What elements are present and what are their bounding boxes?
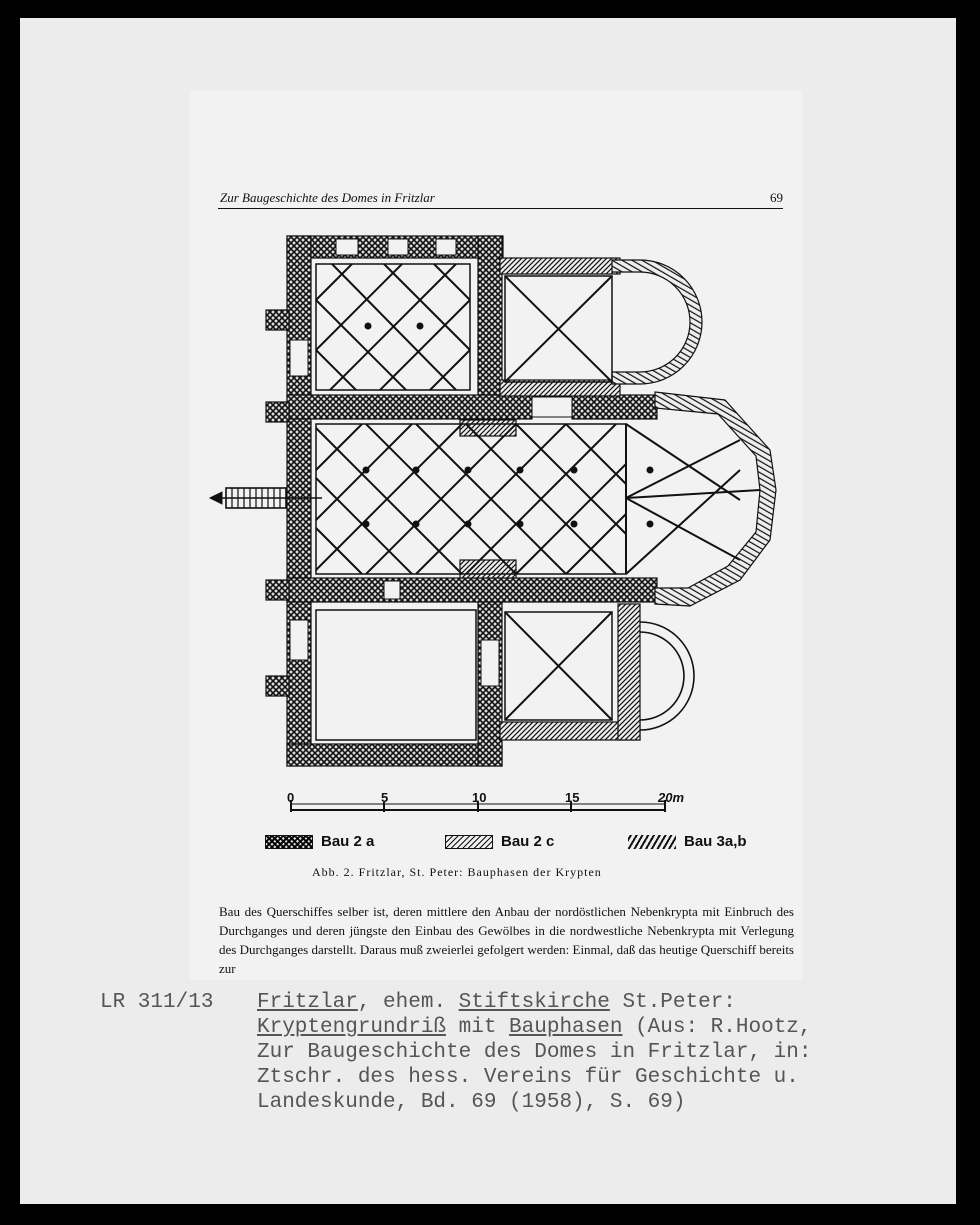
walls-bau-2a — [266, 236, 657, 766]
building-type: Stiftskirche — [458, 991, 610, 1014]
figure-caption: Abb. 2. Fritzlar, St. Peter: Bauphasen der Krypten — [312, 865, 602, 879]
legend-bau-3ab — [628, 833, 747, 850]
archive-id: LR 311/13 — [100, 991, 214, 1014]
scale-tick-20: 20m — [658, 790, 685, 805]
legend-label-2c: Bau 2 c — [501, 833, 555, 850]
archive-description — [257, 990, 812, 1115]
door-openings — [290, 239, 572, 686]
place-name: Fritzlar — [257, 991, 358, 1014]
text-fragment: , ehem. — [357, 991, 459, 1014]
scale-tick-5: 5 — [381, 790, 389, 805]
walls-bau-3ab — [612, 260, 776, 606]
scale-tick-15: 15 — [565, 790, 580, 805]
body-paragraph: Bau des Querschiffes selber ist, deren mittlere den Anbau der nordöstlichen Nebenkrypta mit Einbruch des Durchganges und deren jüngste den Einbau des Gewölbes in die nordwestliche Nebenkrypta mit Verlegung des Durchganges darstellt. Daraus muß zweierlei gefolgert werden: Einmal, daß das heutige Querschiff bereits zur — [219, 904, 794, 976]
archive-line-5: Landeskunde, Bd. 69 (1958), S. 69) — [257, 1091, 686, 1114]
running-head-title: Zur Baugeschichte des Domes in Fritzlar — [220, 190, 435, 205]
scale-tick-10: 10 — [472, 790, 487, 805]
running-head — [218, 188, 783, 209]
south-apse — [640, 622, 694, 730]
body-text — [219, 902, 794, 976]
subject-detail: Bauphasen — [509, 1016, 623, 1039]
legend-bau-2c — [445, 833, 554, 850]
text-fragment: (Aus: R.Hootz, — [622, 1016, 812, 1039]
crypt-floor-plan — [200, 225, 790, 860]
legend-label-3ab: Bau 3a,b — [684, 833, 747, 850]
page-number: 69 — [770, 190, 783, 205]
archive-line-2 — [257, 1015, 812, 1040]
text-fragment: St.Peter: — [609, 991, 736, 1014]
legend-label-2a: Bau 2 a — [321, 833, 375, 850]
text-fragment: mit — [446, 1016, 510, 1039]
legend-bau-2a — [265, 833, 374, 850]
subject: Kryptengrundriß — [257, 1016, 447, 1039]
archive-line-1 — [257, 990, 812, 1015]
archive-line-3: Zur Baugeschichte des Domes in Fritzlar, in: — [257, 1041, 812, 1064]
legend-swatch-2c — [445, 835, 493, 849]
legend-swatch-2a — [265, 835, 313, 849]
legend-swatch-3ab — [628, 835, 676, 849]
archive-line-4: Ztschr. des hess. Vereins für Geschichte u. — [257, 1066, 799, 1089]
scale-tick-0: 0 — [287, 790, 295, 805]
